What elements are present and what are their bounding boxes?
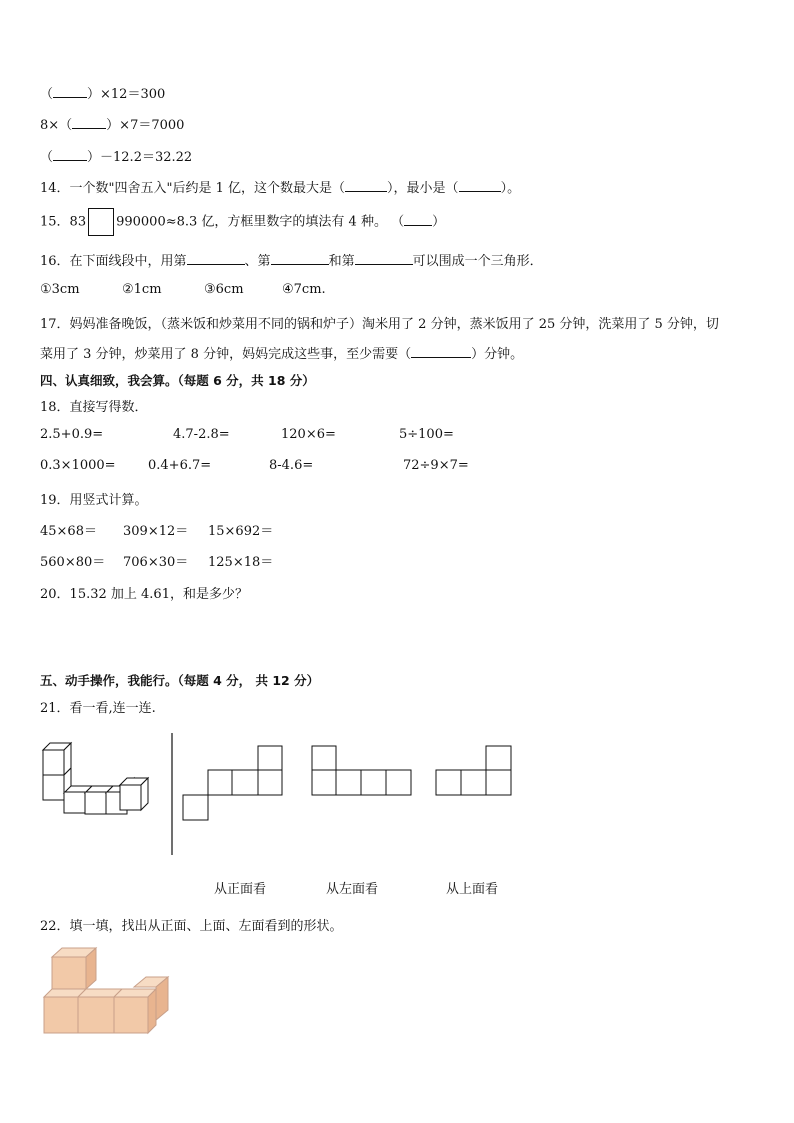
view-shape-3 (435, 745, 515, 799)
q19-item: 309×12＝ (123, 524, 189, 539)
digit-box[interactable] (88, 208, 114, 236)
q19-item: 15×692＝ (208, 524, 274, 539)
answer-blank[interactable] (53, 147, 87, 161)
question-15: 15．83 990000≈8.3 亿，方框里数字的填法有 4 种。 （ ） (40, 208, 445, 236)
answer-blank[interactable] (72, 115, 106, 129)
question-22-title: 22．填一填，找出从正面、上面、左面看到的形状。 (40, 919, 343, 934)
q18-item: 0.3×1000= (40, 458, 116, 473)
question-18-title: 18．直接写得数． (40, 400, 148, 415)
answer-blank[interactable] (404, 212, 432, 226)
divider-line (170, 733, 174, 858)
q19-item: 125×18＝ (208, 555, 274, 570)
answer-blank[interactable] (459, 178, 501, 192)
label-left-view: 从左面看 (326, 882, 379, 897)
q18-item: 72÷9×7= (403, 458, 469, 473)
cube-arrangement-figure (38, 738, 158, 828)
question-14: 14．一个数"四舍五入"后约是 1 亿，这个数最大是（ ），最小是（ ）。 (40, 177, 520, 196)
q13-line-2: 8×（ ）×7＝7000 (40, 114, 184, 133)
question-16: 16．在下面线段中，用第 、第 和第 可以围成一个三角形． (40, 250, 543, 269)
view-shape-2 (311, 745, 415, 799)
section-4-heading: 四、认真细致，我会算。（每题 6 分，共 18 分） (40, 373, 315, 388)
question-19-title: 19．用竖式计算。 (40, 493, 148, 508)
q16-option-1: ①3cm (40, 282, 80, 297)
q16-option-4: ④7cm. (282, 282, 326, 297)
answer-blank[interactable] (345, 178, 387, 192)
question-17-line-1: 17．妈妈准备晚饭，（蒸米饭和炒菜用不同的锅和炉子）淘米用了 2 分钟，蒸米饭用了 25 分钟，洗菜用了 5 分钟，切 (40, 317, 719, 332)
q16-option-2: ②1cm (122, 282, 162, 297)
q18-item: 120×6= (281, 427, 336, 442)
answer-blank[interactable] (411, 344, 471, 358)
question-21-title: 21．看一看,连一连. (40, 701, 156, 716)
q18-item: 4.7-2.8= (173, 427, 230, 442)
label-top-view: 从上面看 (446, 882, 499, 897)
q19-item: 45×68＝ (40, 524, 97, 539)
answer-blank[interactable] (53, 84, 87, 98)
question-20: 20．15.32 加上 4.61，和是多少？ (40, 587, 248, 602)
q13-line-1: （ ）×12＝300 (40, 83, 165, 102)
label-front-view: 从正面看 (214, 882, 267, 897)
question-17-line-2: 菜用了 3 分钟，炒菜用了 8 分钟，妈妈完成这些事，至少需要（ ）分钟。 (40, 343, 523, 362)
view-shape-1 (182, 745, 286, 823)
q16-option-3: ③6cm (204, 282, 244, 297)
q18-item: 2.5+0.9= (40, 427, 104, 442)
answer-blank[interactable] (355, 251, 413, 265)
answer-blank[interactable] (271, 251, 329, 265)
q18-item: 5÷100= (399, 427, 454, 442)
answer-blank[interactable] (187, 251, 245, 265)
q18-item: 8-4.6= (269, 458, 314, 473)
section-5-heading: 五、动手操作，我能行。（每题 4 分， 共 12 分） (40, 673, 320, 688)
q18-item: 0.4+6.7= (148, 458, 212, 473)
q19-item: 706×30＝ (123, 555, 189, 570)
colored-cubes-figure (42, 945, 172, 1037)
q19-item: 560×80＝ (40, 555, 106, 570)
q13-line-3: （ ）－12.2＝32.22 (40, 146, 192, 165)
